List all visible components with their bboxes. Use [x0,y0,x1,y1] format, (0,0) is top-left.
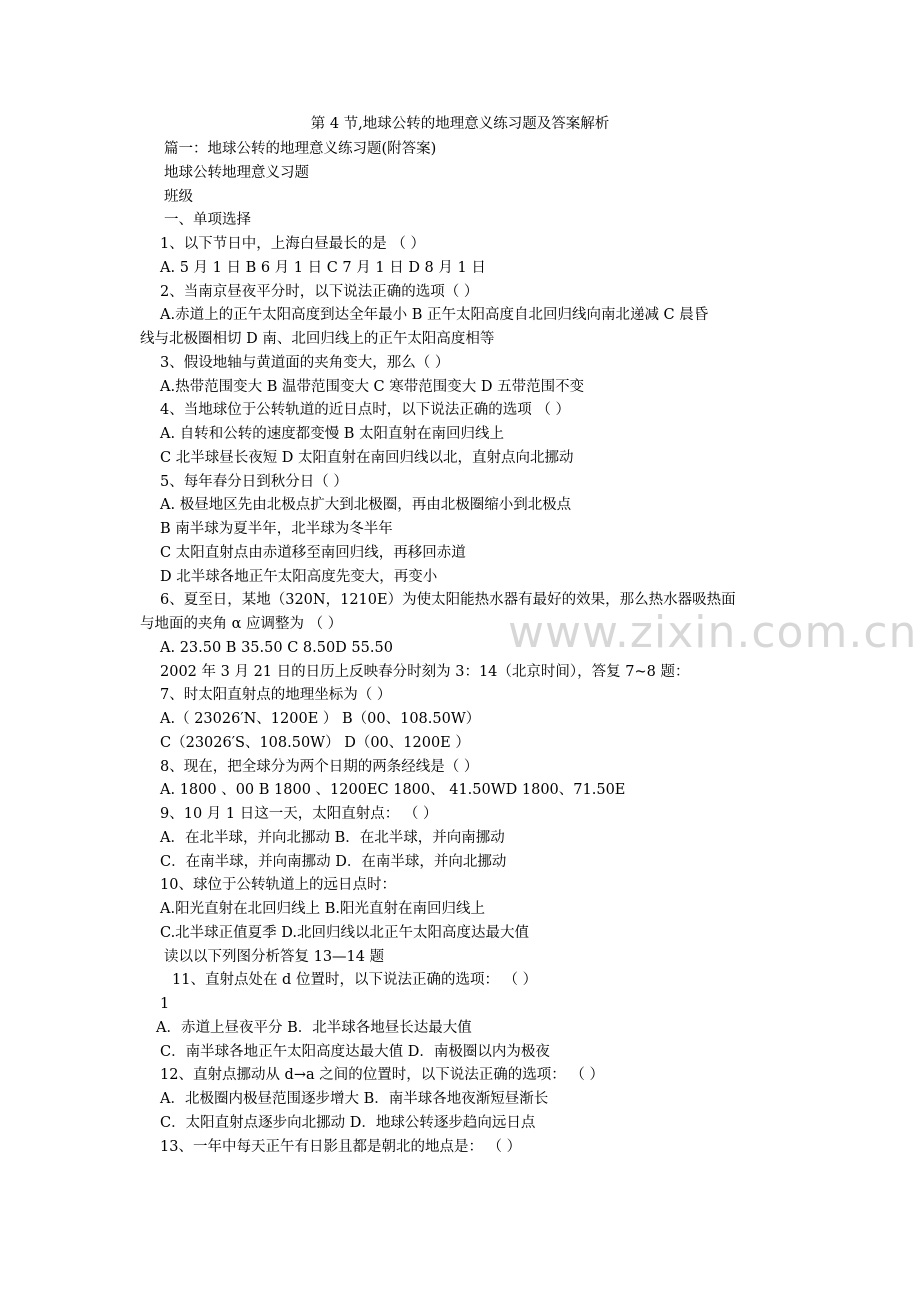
question-8: 8、现在，把全球分为两个日期的两条经线是（ ） [160,758,479,775]
question-6-options: A. 23.50 B 35.50 C 8.50D 55.50 [160,639,393,656]
question-9: 9、10 月 1 日这一天，太阳直射点： （ ） [160,806,438,822]
question-10-options-line1: A.阳光直射在北回归线上 B.阳光直射在南回归线上 [160,901,485,917]
question-4-options-line2: C 北半球昼长夜短 D 太阳直射在南回归线以北，直射点向北挪动 [160,449,574,466]
question-1-options: A. 5 月 1 日 B 6 月 1 日 C 7 月 1 日 D 8 月 1 日 [160,259,486,276]
question-2-options-line1: A.赤道上的正午太阳高度到达全年最小 B 正午太阳高度自北回归线向南北递减 C 晨昏 [160,307,709,324]
document-title: 第 4 节,地球公转的地理意义练习题及答案解析 [310,116,610,132]
question-4-options-line1: A. 自转和公转的速度都变慢 B 太阳直射在南回归线上 [160,426,505,442]
question-2: 2、当南京昼夜平分时，以下说法正确的选项（ ） [160,283,479,300]
context-13-14: 读以以下列图分析答复 13—14 题 [164,948,385,965]
question-12-options-line1: A．北极圈内极昼范围逐步增大 B．南半球各地夜渐短昼渐长 [160,1091,549,1107]
question-9-options-line2: C．在南半球，并向南挪动 D．在南半球，并向北挪动 [160,853,507,870]
question-5-option-b: B 南半球为夏半年，北半球为冬半年 [160,521,393,537]
section-heading: 篇一：地球公转的地理意义练习题(附答案) [164,141,437,157]
watermark: www.zixin.com.cn [508,607,918,658]
question-2-options-line2: 线与北极圈相切 D 南、北回归线上的正午太阳高度相等 [140,331,495,347]
question-10-options-line2: C.北半球正值夏季 D.北回归线以北正午太阳高度达最大值 [160,924,530,941]
question-5-option-c: C 太阳直射点由赤道移至南回归线，再移回赤道 [160,544,466,561]
question-13: 13、一年中每天正午有日影且都是朝北的地点是： （ ） [160,1138,522,1155]
question-12: 12、直射点挪动从 d→a 之间的位置时，以下说法正确的选项： （ ） [160,1067,604,1084]
question-6-line2: 与地面的夹角 α 应调整为 （ ） [140,616,343,632]
part-heading: 一、单项选择 [164,212,251,229]
question-11-options-line2: C．南半球各地正午太阳高度达最大值 D．南极圈以内为极夜 [160,1043,550,1060]
question-1: 1、以下节日中，上海白昼最长的是 （ ） [160,236,425,252]
class-label: 班级 [164,188,193,205]
question-3-options: A.热带范围变大 B 温带范围变大 C 寒带范围变大 D 五带范围不变 [160,378,585,395]
question-7-options-line2: C（23026′S、108.50W） D（00、1200E ） [160,734,470,751]
question-7-options-line1: A.（ 23026′N、1200E ） B（00、108.50W） [160,711,481,727]
figure-placeholder: 1 [160,996,170,1012]
question-5-option-d: D 北半球各地正午太阳高度先变大，再变小 [160,568,438,585]
question-12-options-line2: C．太阳直射点逐步向北挪动 D．地球公转逐步趋向远日点 [160,1114,536,1131]
question-8-options: A. 1800 、00 B 1800 、1200EC 1800、 41.50WD 1800、71.50E [160,782,626,799]
question-11-options-line1: A．赤道上昼夜平分 B．北半球各地昼长达最大值 [156,1019,472,1036]
question-9-options-line1: A．在北半球，并向北挪动 B．在北半球，并向南挪动 [160,829,505,846]
question-6-line1: 6、夏至日，某地（320N，1210E）为使太阳能热水器有最好的效果，那么热水器吸热面 [160,592,736,609]
context-7-8: 2002 年 3 月 21 日的日历上反映春分时刻为 3：14（北京时间），答复 7~8 题： [160,663,690,680]
question-10: 10、球位于公转轨道上的远日点时： [160,877,396,894]
question-7: 7、时太阳直射点的地理坐标为（ ） [160,687,392,704]
document-body [0,138,920,1159]
subheading: 地球公转地理意义习题 [164,164,309,181]
question-5-option-a: A. 极昼地区先由北极点扩大到北极圈，再由北极圈缩小到北极点 [160,497,572,514]
question-4: 4、当地球位于公转轨道的近日点时，以下说法正确的选项 （ ） [160,402,570,419]
question-11: 11、直射点处在 d 位置时，以下说法正确的选项： （ ） [172,972,538,989]
question-5: 5、每年春分日到秋分日（ ） [160,473,348,490]
question-3: 3、假设地轴与黄道面的夹角变大，那么（ ） [160,354,450,371]
